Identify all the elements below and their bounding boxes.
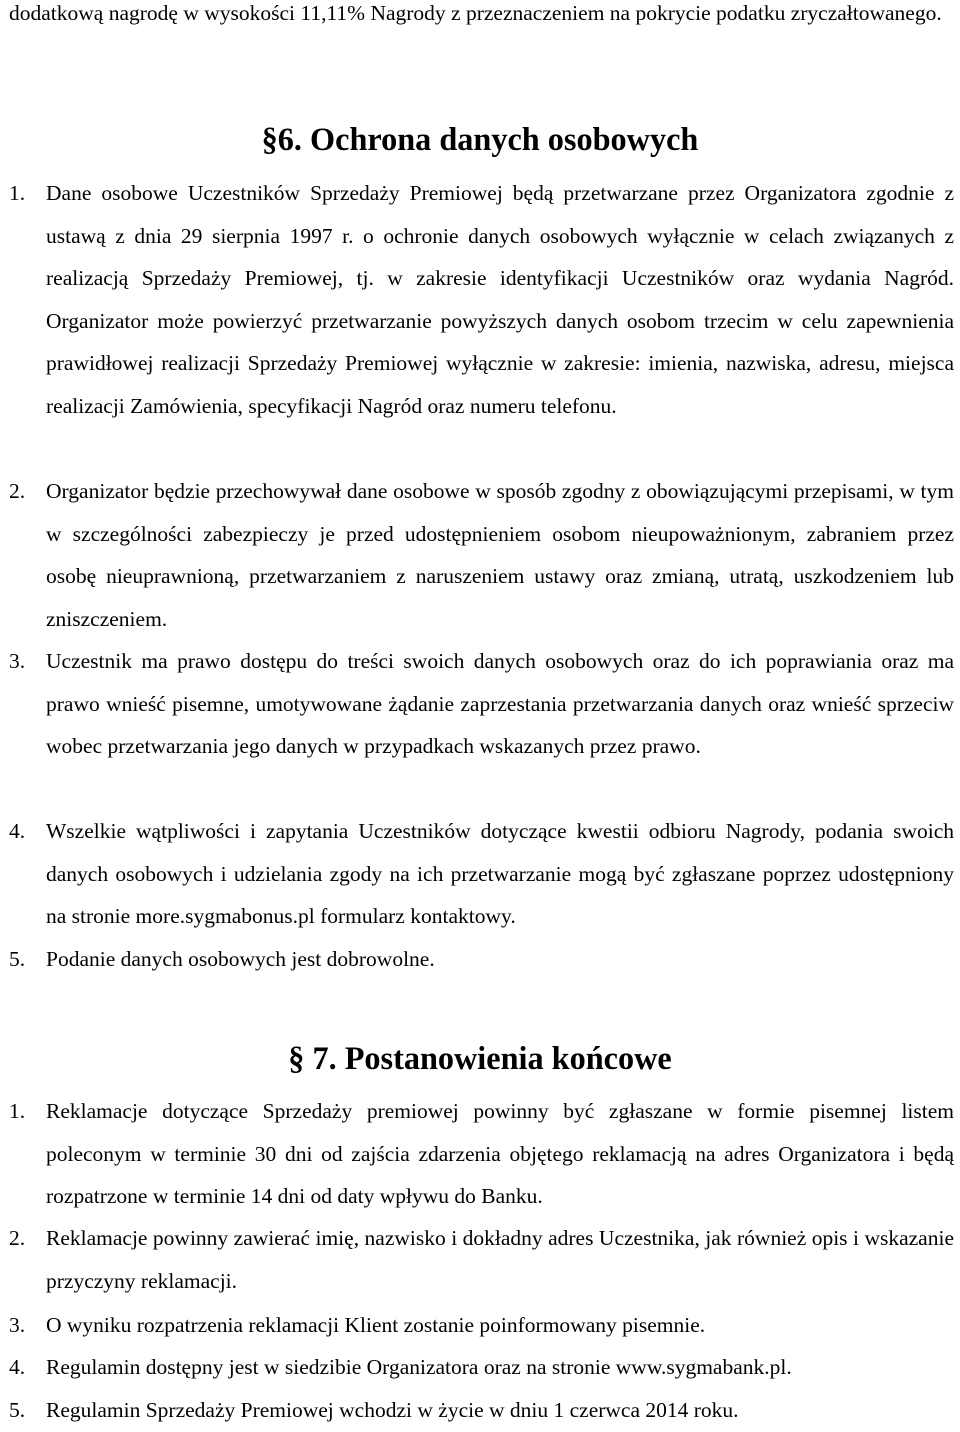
- section-6-item-5: [9, 938, 954, 981]
- section-6-heading: §6. Ochrona danych osobowych: [261, 121, 699, 157]
- item-number: 4.: [9, 1355, 26, 1379]
- item-number: 2.: [9, 1226, 26, 1250]
- section-7-item-3: [9, 1304, 954, 1347]
- item-number: 3.: [9, 649, 26, 673]
- item-text: Regulamin Sprzedaży Premiowej wchodzi w życie w dniu 1 czerwca 2014 roku.: [46, 1398, 739, 1422]
- item-text: Dane osobowe Uczestników Sprzedaży Premiowej będą przetwarzane przez Organizatora zgodnie z ustawą z dnia 29 sierpnia 1997 r. o ochronie danych osobowych wyłącznie w celach związanych z realizacją Sprzedaży Premiowej, tj. w zakresie identyfikacji Uczestników oraz wydania Nagród. Organizator może powierzyć przetwarzanie powyższych danych osobom trzecim w celu zapewnienia prawidłowej realizacji Sprzedaży Premiowej wyłącznie w zakresie: imienia, nazwiska, adresu, miejsca realizacji Zamówienia, specyfikacji Nagród oraz numeru telefonu.: [46, 181, 954, 418]
- item-number: 5.: [9, 947, 26, 971]
- section-7-item-5: [9, 1389, 954, 1432]
- item-number: 1.: [9, 181, 26, 205]
- intro-paragraph: dodatkową nagrodę w wysokości 11,11% Nagrody z przeznaczeniem na pokrycie podatku zryczałtowanego.: [9, 1, 942, 25]
- item-text: O wyniku rozpatrzenia reklamacji Klient zostanie poinformowany pisemnie.: [46, 1313, 706, 1337]
- item-text: Podanie danych osobowych jest dobrowolne.: [46, 947, 435, 971]
- item-text: Reklamacje dotyczące Sprzedaży premiowej powinny być zgłaszane w formie pisemnej listem poleconym w terminie 30 dni od zajścia zdarzenia objętego reklamacją na adres Organizatora i będą rozpatrzone w terminie 14 dni od daty wpływu do Banku.: [46, 1099, 954, 1209]
- section-7-item-1: [9, 1090, 954, 1218]
- section-7-heading: § 7. Postanowienia końcowe: [288, 1040, 672, 1076]
- item-number: 4.: [9, 819, 26, 843]
- item-text: Wszelkie wątpliwości i zapytania Uczestników dotyczące kwestii odbioru Nagrody, podania swoich danych osobowych i udzielania zgody na ich przetwarzanie mogą być zgłaszane poprzez udostępniony na stronie more.sygmabonus.pl formularz kontaktowy.: [46, 819, 954, 929]
- section-6-item-1: [9, 172, 954, 428]
- item-number: 3.: [9, 1313, 26, 1337]
- section-6-item-4: [9, 810, 954, 938]
- section-7-item-2: [9, 1217, 954, 1302]
- item-text: Uczestnik ma prawo dostępu do treści swoich danych osobowych oraz do ich poprawiania oraz ma prawo wnieść pisemne, umotywowane żądanie zaprzestania przetwarzania danych oraz wnieść sprzeciw wobec przetwarzania jego danych w przypadkach wskazanych przez prawo.: [46, 649, 954, 759]
- item-text: Organizator będzie przechowywał dane osobowe w sposób zgodny z obowiązującymi przepisami, w tym w szczególności zabezpieczy je przed udostępnieniem osobom nieupoważnionym, zabraniem przez osobę nieuprawnioną, przetwarzaniem z naruszeniem ustawy oraz zmianą, utratą, uszkodzeniem lub zniszczeniem.: [46, 479, 954, 631]
- section-7-item-4: [9, 1346, 954, 1389]
- item-number: 1.: [9, 1099, 26, 1123]
- item-number: 2.: [9, 479, 26, 503]
- item-text: Reklamacje powinny zawierać imię, nazwisko i dokładny adres Uczestnika, jak również opis i wskazanie przyczyny reklamacji.: [46, 1226, 954, 1293]
- section-6-item-2: [9, 470, 954, 640]
- item-text: Regulamin dostępny jest w siedzibie Organizatora oraz na stronie www.sygmabank.pl.: [46, 1355, 792, 1379]
- item-number: 5.: [9, 1398, 26, 1422]
- section-6-item-3: [9, 640, 954, 768]
